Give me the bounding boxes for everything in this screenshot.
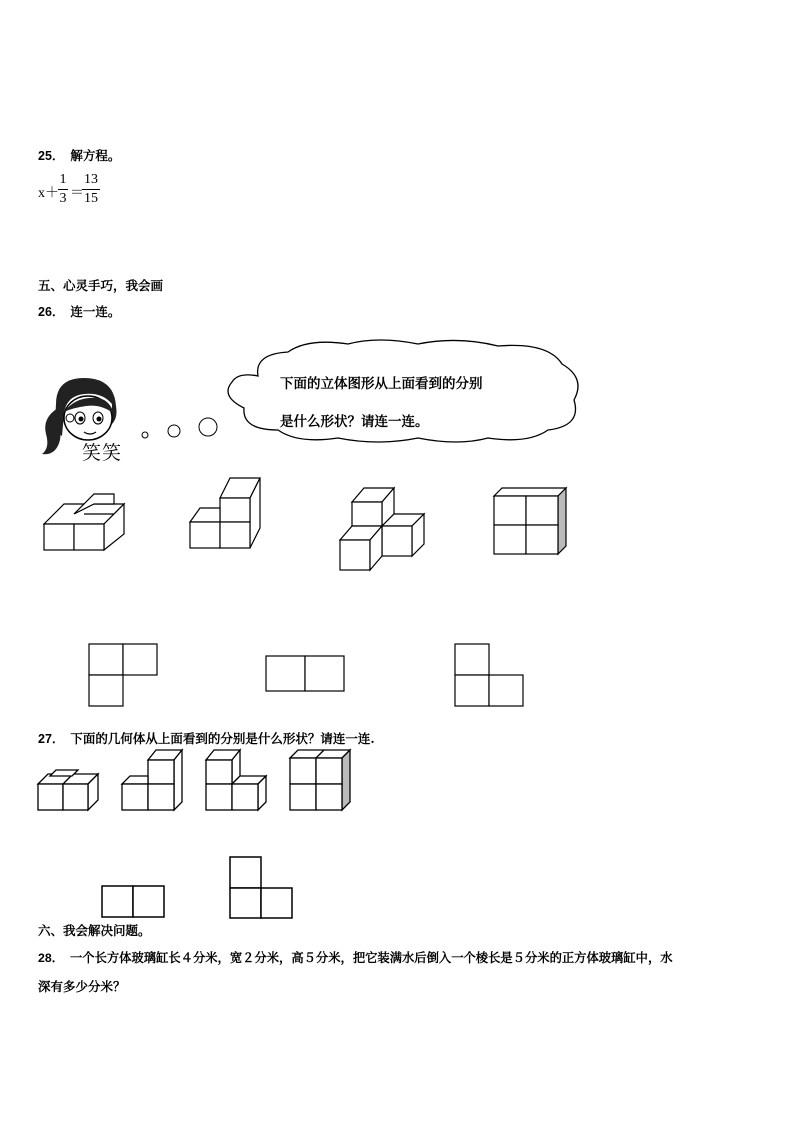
q27-solid-4: [288, 748, 354, 814]
q25-heading: [38, 146, 120, 164]
girl-label: 笑笑: [82, 442, 123, 464]
q26-topview-L: [86, 642, 160, 708]
q25-text: 解方程。: [70, 148, 121, 163]
fraction-numerator: 1: [59, 172, 67, 187]
q26-number: 26．: [38, 305, 65, 319]
q26-text: 连一连。: [70, 304, 121, 319]
q26-solid-1: [40, 470, 130, 554]
q27-number: 27．: [38, 732, 65, 746]
q27-text: 下面的几何体从上面看到的分别是什么形状？请连一连.: [70, 731, 375, 746]
q26-solid-4: [490, 486, 570, 558]
q26-heading: [38, 302, 120, 320]
eq-x: x＋: [38, 186, 59, 201]
q26-solid-3: [336, 484, 430, 576]
q27-solid-3: [204, 748, 270, 814]
eq-equals: ＝: [70, 186, 84, 201]
section5-title: 五、心灵手巧，我会画: [38, 278, 164, 293]
fraction-1-3: [58, 172, 68, 207]
q27-solid-1: [36, 768, 102, 814]
q28-text-line-1: 一个长方体玻璃缸长４分米，宽２分米，高５分米，把它装满水后倒入一个棱长是５分米的正方体玻璃缸中，水: [69, 950, 673, 965]
fraction-denominator: 15: [84, 191, 98, 206]
q27-heading: [38, 729, 375, 747]
q26-topview-corner: [452, 642, 526, 708]
bubble-line-1: 下面的立体图形从上面看到的分别: [280, 376, 483, 392]
q28-line-2: 深有多少分米？: [38, 979, 126, 994]
fraction-13-15: [82, 172, 100, 207]
thought-dots: [140, 420, 220, 450]
fraction-denominator: 3: [59, 191, 67, 206]
q26-topview-two-squares: [264, 654, 348, 694]
q25-number: 25．: [38, 149, 65, 163]
q28-number: 28．: [38, 951, 64, 965]
fraction-numerator: 13: [84, 172, 98, 187]
q27-topview-two-squares: [100, 884, 168, 920]
bubble-line-2: 是什么形状？请连一连。: [280, 414, 429, 430]
q27-topview-corner: [227, 855, 295, 921]
q28-line-1: [38, 948, 673, 966]
section6-title: 六、我会解决问题。: [38, 923, 151, 938]
q27-solid-2: [120, 748, 186, 814]
q26-solid-2: [186, 476, 270, 554]
